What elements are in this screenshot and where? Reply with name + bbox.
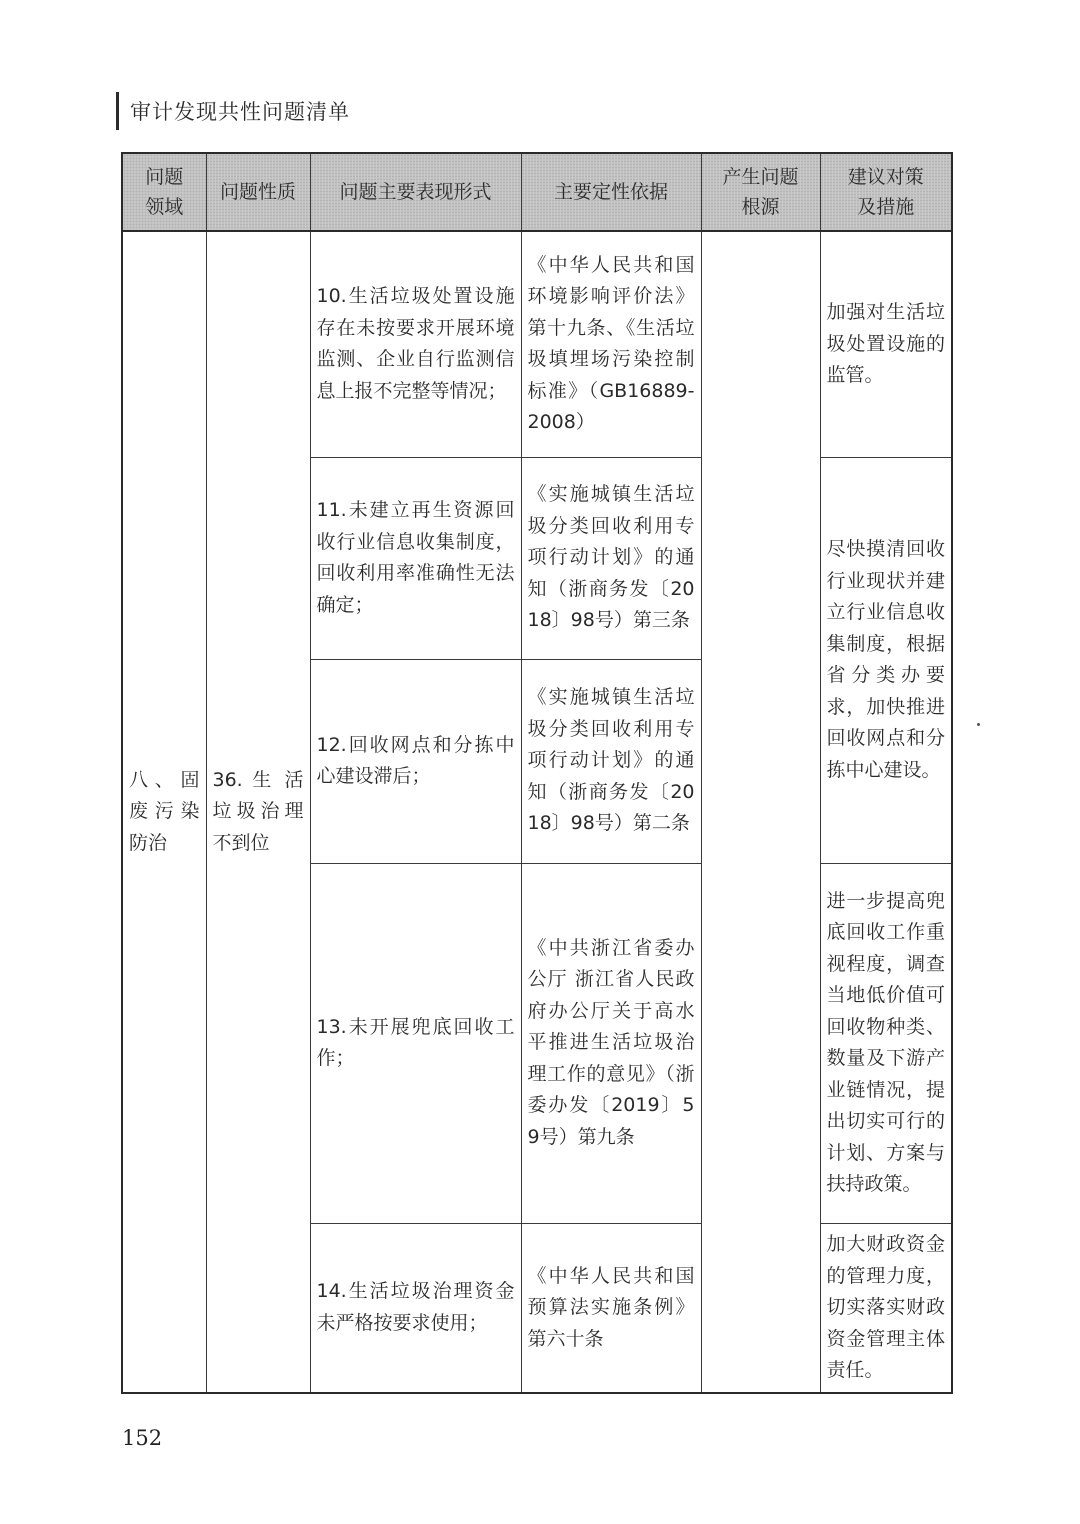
header-domain: 问题 领域: [122, 153, 206, 231]
header-basis: 主要定性依据: [521, 153, 701, 231]
basis-cell: 《实施城镇生活垃圾分类回收利用专项行动计划》的通知（浙商务发〔2018〕98号）第二条: [521, 659, 701, 863]
form-cell: 10.生活垃圾处置设施存在未按要求开展环境监测、企业自行监测信息上报不完整等情况；: [310, 231, 521, 457]
header-measures: 建议对策 及措施: [820, 153, 952, 231]
source-cell: [701, 231, 820, 1393]
form-cell: 11.未建立再生资源回收行业信息收集制度，回收利用率准确性无法确定；: [310, 457, 521, 659]
table-row: [122, 231, 952, 457]
basis-cell: 《中华人民共和国环境影响评价法》第十九条、《生活垃圾填埋场污染控制标准》（GB16889-2008）: [521, 231, 701, 457]
basis-cell: 《中共浙江省委办公厅 浙江省人民政府办公厅关于高水平推进生活垃圾治理工作的意见》（浙委办发〔2019〕59号）第九条: [521, 863, 701, 1223]
table-header-row: [122, 153, 952, 231]
header-nature: 问题性质: [206, 153, 310, 231]
page-number: 152: [122, 1426, 163, 1450]
basis-cell: 《中华人民共和国预算法实施条例》第六十条: [521, 1223, 701, 1393]
form-cell: 12.回收网点和分拣中心建设滞后；: [310, 659, 521, 863]
scan-speck: [977, 723, 980, 726]
nature-cell: 36. 生 活垃圾治理不到位: [206, 231, 310, 1393]
domain-cell: 八、固废污染防治: [122, 231, 206, 1393]
header-source: 产生问题 根源: [701, 153, 820, 231]
measure-cell: 进一步提高兜底回收工作重视程度，调查当地低价值可回收物种类、数量及下游产业链情况，提出切实可行的计划、方案与扶持政策。: [820, 863, 952, 1223]
header-forms: 问题主要表现形式: [310, 153, 521, 231]
measure-cell: 加强对生活垃圾处置设施的监管。: [820, 231, 952, 457]
measure-cell: 加大财政资金的管理力度，切实落实财政资金管理主体责任。: [820, 1223, 952, 1393]
form-cell: 14.生活垃圾治理资金未严格按要求使用；: [310, 1223, 521, 1393]
form-cell: 13.未开展兜底回收工作；: [310, 863, 521, 1223]
header-rule: [116, 92, 119, 130]
measure-cell: 尽快摸清回收行业现状并建立行业信息收集制度，根据省分类办要求，加快推进回收网点和分拣中心建设。: [820, 457, 952, 863]
running-header-title: 审计发现共性问题清单: [130, 100, 350, 124]
basis-cell: 《实施城镇生活垃圾分类回收利用专项行动计划》的通知（浙商务发〔2018〕98号）第三条: [521, 457, 701, 659]
audit-issues-table: [121, 152, 953, 1394]
